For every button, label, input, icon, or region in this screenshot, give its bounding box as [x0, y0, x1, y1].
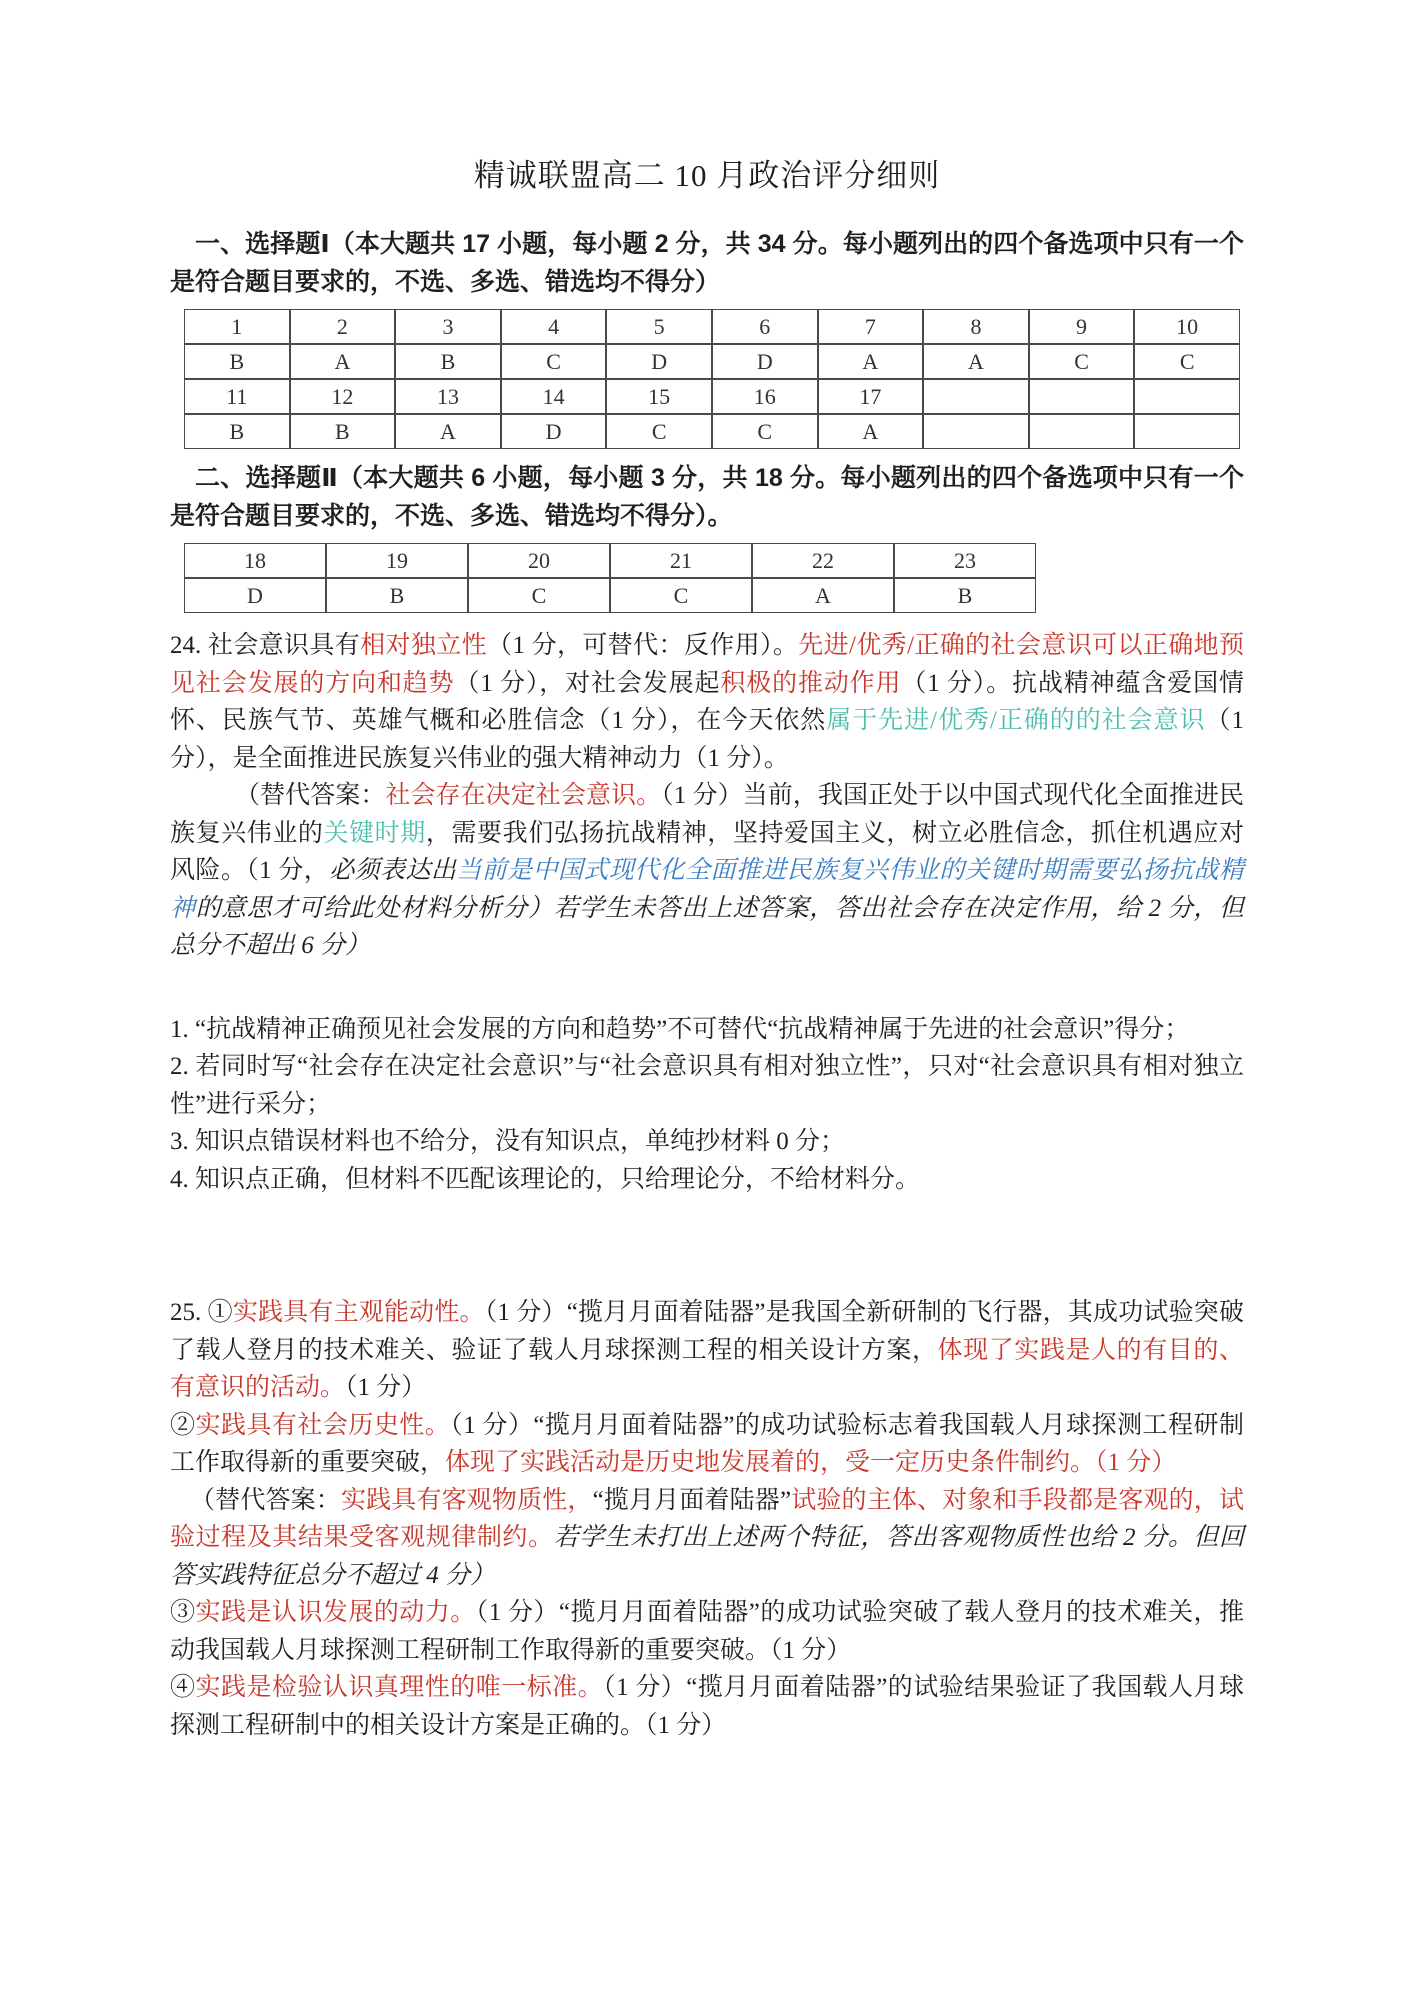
- text-run: （1 分）“揽月月面着陆器”的试验结果验证了我国载人月球探测工程研制中的相关设计方案是正确的。（1 分）: [170, 1674, 1244, 1739]
- text-run: ②: [170, 1411, 196, 1439]
- page-title: 精诚联盟高二 10 月政治评分细则: [473, 158, 941, 193]
- text-run: 试验的主体、对象和手段都是客观的，试验过程及其结果受客观规律制约。: [170, 1486, 1244, 1551]
- answer-cell: 21: [610, 543, 752, 578]
- answer-cell: A: [818, 344, 924, 379]
- text-run: 必须表达出: [329, 857, 457, 884]
- text-run: “揽月月面着陆器”: [592, 1486, 792, 1514]
- section1-heading: 一、选择题Ⅰ（本大题共 17 小题，每小题 2 分，共 34 分。每小题列出的四个备选项中只有一个是符合题目要求的，不选、多选、错选均不得分）: [170, 230, 1244, 296]
- text-run: 相对独立性: [360, 632, 488, 659]
- table-row: [184, 309, 1240, 344]
- grading-note-2: 2. 若同时写“社会存在决定社会意识”与“社会意识具有相对独立性”，只对“社会意识具有相对独立性”进行采分；: [170, 1053, 1244, 1118]
- answer-cell: C: [606, 414, 712, 449]
- answer-cell: 22: [752, 543, 894, 578]
- answer-cell: C: [468, 578, 610, 613]
- answer-cell: 15: [606, 379, 712, 414]
- text-run: （1 分）: [345, 1374, 427, 1401]
- text-run: （1 分）。抗战精神蕴含爱国情怀、民族气节、英雄气概和必胜信念（1 分），在今天依然: [170, 669, 1244, 734]
- table-row: [184, 414, 1240, 449]
- grading-note-3: 3. 知识点错误材料也不给分，没有知识点，单纯抄材料 0 分；: [170, 1128, 846, 1155]
- answer-cell: 2: [290, 309, 396, 344]
- text-run: 当前是中国式现代化全面推进民族复兴伟业的关键时期需要弘扬抗战精神: [170, 857, 1244, 922]
- answer-cell: D: [712, 344, 818, 379]
- text-run: 24. 社会意识具有: [170, 632, 361, 659]
- table-row: [184, 344, 1240, 379]
- answer-cell: 18: [184, 543, 326, 578]
- answer-cell: 9: [1029, 309, 1135, 344]
- text-run: 的意思才可给此处材料分析分）若学生未答出上述答案，答出社会存在决定作用，给 2 分，但总分不超出 6 分）: [170, 894, 1244, 959]
- text-run: （1 分）“揽月月面着陆器”是我国全新研制的飞行器，其成功试验突破了载人登月的技术难关、验证了载人月球探测工程的相关设计方案，: [170, 1299, 1244, 1364]
- q24-alternative-paragraph: [170, 777, 1244, 965]
- answer-cell: 10: [1134, 309, 1240, 344]
- text-run: 25. ①: [170, 1299, 233, 1326]
- answer-cell: B: [184, 344, 290, 379]
- table-row: [184, 578, 1036, 613]
- answer-cell: A: [818, 414, 924, 449]
- answer-cell: 17: [818, 379, 924, 414]
- answer-cell: [1134, 414, 1240, 449]
- answer-cell: 13: [395, 379, 501, 414]
- answer-cell: 12: [290, 379, 396, 414]
- answer-cell: D: [501, 414, 607, 449]
- text-run: （1 分）“揽月月面着陆器”的成功试验突破了载人登月的技术难关，推动我国载人月球探测工程研制工作取得新的重要突破。（1 分）: [170, 1599, 1244, 1664]
- text-run: 实践具有主观能动性。: [232, 1299, 485, 1326]
- text-run: 属于先进/优秀/正确的的社会意识: [826, 707, 1206, 734]
- answer-cell: [923, 379, 1029, 414]
- answer-cell: 7: [818, 309, 924, 344]
- q25-section: [170, 1294, 1244, 1744]
- text-run: ，需要我们弘扬抗战精神，坚持爱国主义，树立必胜信念，抓住机遇应对风险。（1 分，: [170, 819, 1244, 884]
- grading-note-4: 4. 知识点正确，但材料不匹配该理论的，只给理论分，不给材料分。: [170, 1165, 921, 1193]
- text-run: 积极的推动作用: [720, 669, 902, 697]
- q25-point4-paragraph: [170, 1669, 1244, 1744]
- answer-cell: 3: [395, 309, 501, 344]
- answer-table-1: [184, 309, 1240, 449]
- answer-cell: 1: [184, 309, 290, 344]
- text-run: 体现了实践活动是历史地发展着的，受一定历史条件制约。（1 分）: [445, 1449, 1177, 1476]
- answer-table-2: [184, 543, 1036, 613]
- q25-point1-paragraph: [170, 1294, 1244, 1407]
- answer-cell: 16: [712, 379, 818, 414]
- q25-alternative-paragraph: [170, 1482, 1244, 1595]
- text-run: 先进/优秀/正确的社会意识可以正确地预见社会发展的方向和趋势: [170, 632, 1244, 697]
- answer-cell: D: [606, 344, 712, 379]
- text-run: 若学生未打出上述两个特征，答出客观物质性也给 2 分。但回答实践特征总分不超过 4 分）: [170, 1524, 1244, 1589]
- text-run: （1 分，可替代：反作用）。: [487, 632, 799, 659]
- answer-cell: C: [501, 344, 607, 379]
- text-run: （1 分），是全面推进民族复兴伟业的强大精神动力（1 分）。: [170, 707, 1251, 772]
- answer-cell: C: [712, 414, 818, 449]
- q25-point2-paragraph: [170, 1407, 1244, 1482]
- answer-cell: B: [326, 578, 468, 613]
- answer-cell: C: [1134, 344, 1240, 379]
- answer-cell: A: [923, 344, 1029, 379]
- answer-cell: B: [184, 414, 290, 449]
- answer-cell: 8: [923, 309, 1029, 344]
- answer-cell: 11: [184, 379, 290, 414]
- answer-cell: 20: [468, 543, 610, 578]
- grading-note-1: 1. “抗战精神正确预见社会发展的方向和趋势”不可替代“抗战精神属于先进的社会意识”得分；: [170, 1015, 1190, 1043]
- answer-cell: D: [184, 578, 326, 613]
- answer-cell: A: [395, 414, 501, 449]
- text-run: （替代答案：: [190, 1486, 341, 1514]
- table-row: [184, 379, 1240, 414]
- answer-cell: A: [290, 344, 396, 379]
- text-run: （替代答案：: [235, 782, 386, 809]
- answer-cell: 4: [501, 309, 607, 344]
- section2-heading: 二、选择题Ⅱ（本大题共 6 小题，每小题 3 分，共 18 分。每小题列出的四个备选项中只有一个是符合题目要求的，不选、多选、错选均不得分）。: [170, 464, 1244, 530]
- text-run: 实践是认识发展的动力。: [195, 1599, 476, 1626]
- table-row: [184, 543, 1036, 578]
- answer-cell: 5: [606, 309, 712, 344]
- answer-cell: 14: [501, 379, 607, 414]
- answer-cell: 23: [894, 543, 1036, 578]
- answer-cell: [1134, 379, 1240, 414]
- text-run: ③: [170, 1599, 196, 1626]
- text-run: 社会存在决定社会意识。: [385, 782, 662, 809]
- answer-cell: A: [752, 578, 894, 613]
- q24-answer-paragraph: [170, 627, 1251, 777]
- text-run: 实践具有社会历史性。: [195, 1411, 451, 1439]
- text-run: （1 分）当前，我国正处于以中国式现代化全面推进民族复兴伟业的: [170, 782, 1244, 847]
- answer-cell: 19: [326, 543, 468, 578]
- text-run: 体现了实践是人的有目的、有意识的活动。: [170, 1336, 1244, 1401]
- text-run: 实践具有客观物质性，: [340, 1486, 593, 1514]
- text-run: ④: [170, 1674, 196, 1701]
- answer-cell: [923, 414, 1029, 449]
- q25-point3-paragraph: [170, 1594, 1244, 1669]
- text-run: （1 分）“揽月月面着陆器”的成功试验标志着我国载人月球探测工程研制工作取得新的重要突破，: [170, 1411, 1244, 1476]
- grading-notes: [170, 1011, 1244, 1199]
- answer-cell: [1029, 379, 1135, 414]
- answer-cell: B: [894, 578, 1036, 613]
- text-run: （1 分），对社会发展起: [454, 669, 721, 697]
- answer-cell: B: [395, 344, 501, 379]
- answer-cell: B: [290, 414, 396, 449]
- answer-cell: C: [1029, 344, 1135, 379]
- answer-cell: [1029, 414, 1135, 449]
- answer-cell: 6: [712, 309, 818, 344]
- text-run: 实践是检验认识真理性的唯一标准。: [195, 1674, 604, 1701]
- text-run: 关键时期: [323, 819, 426, 847]
- answer-cell: C: [610, 578, 752, 613]
